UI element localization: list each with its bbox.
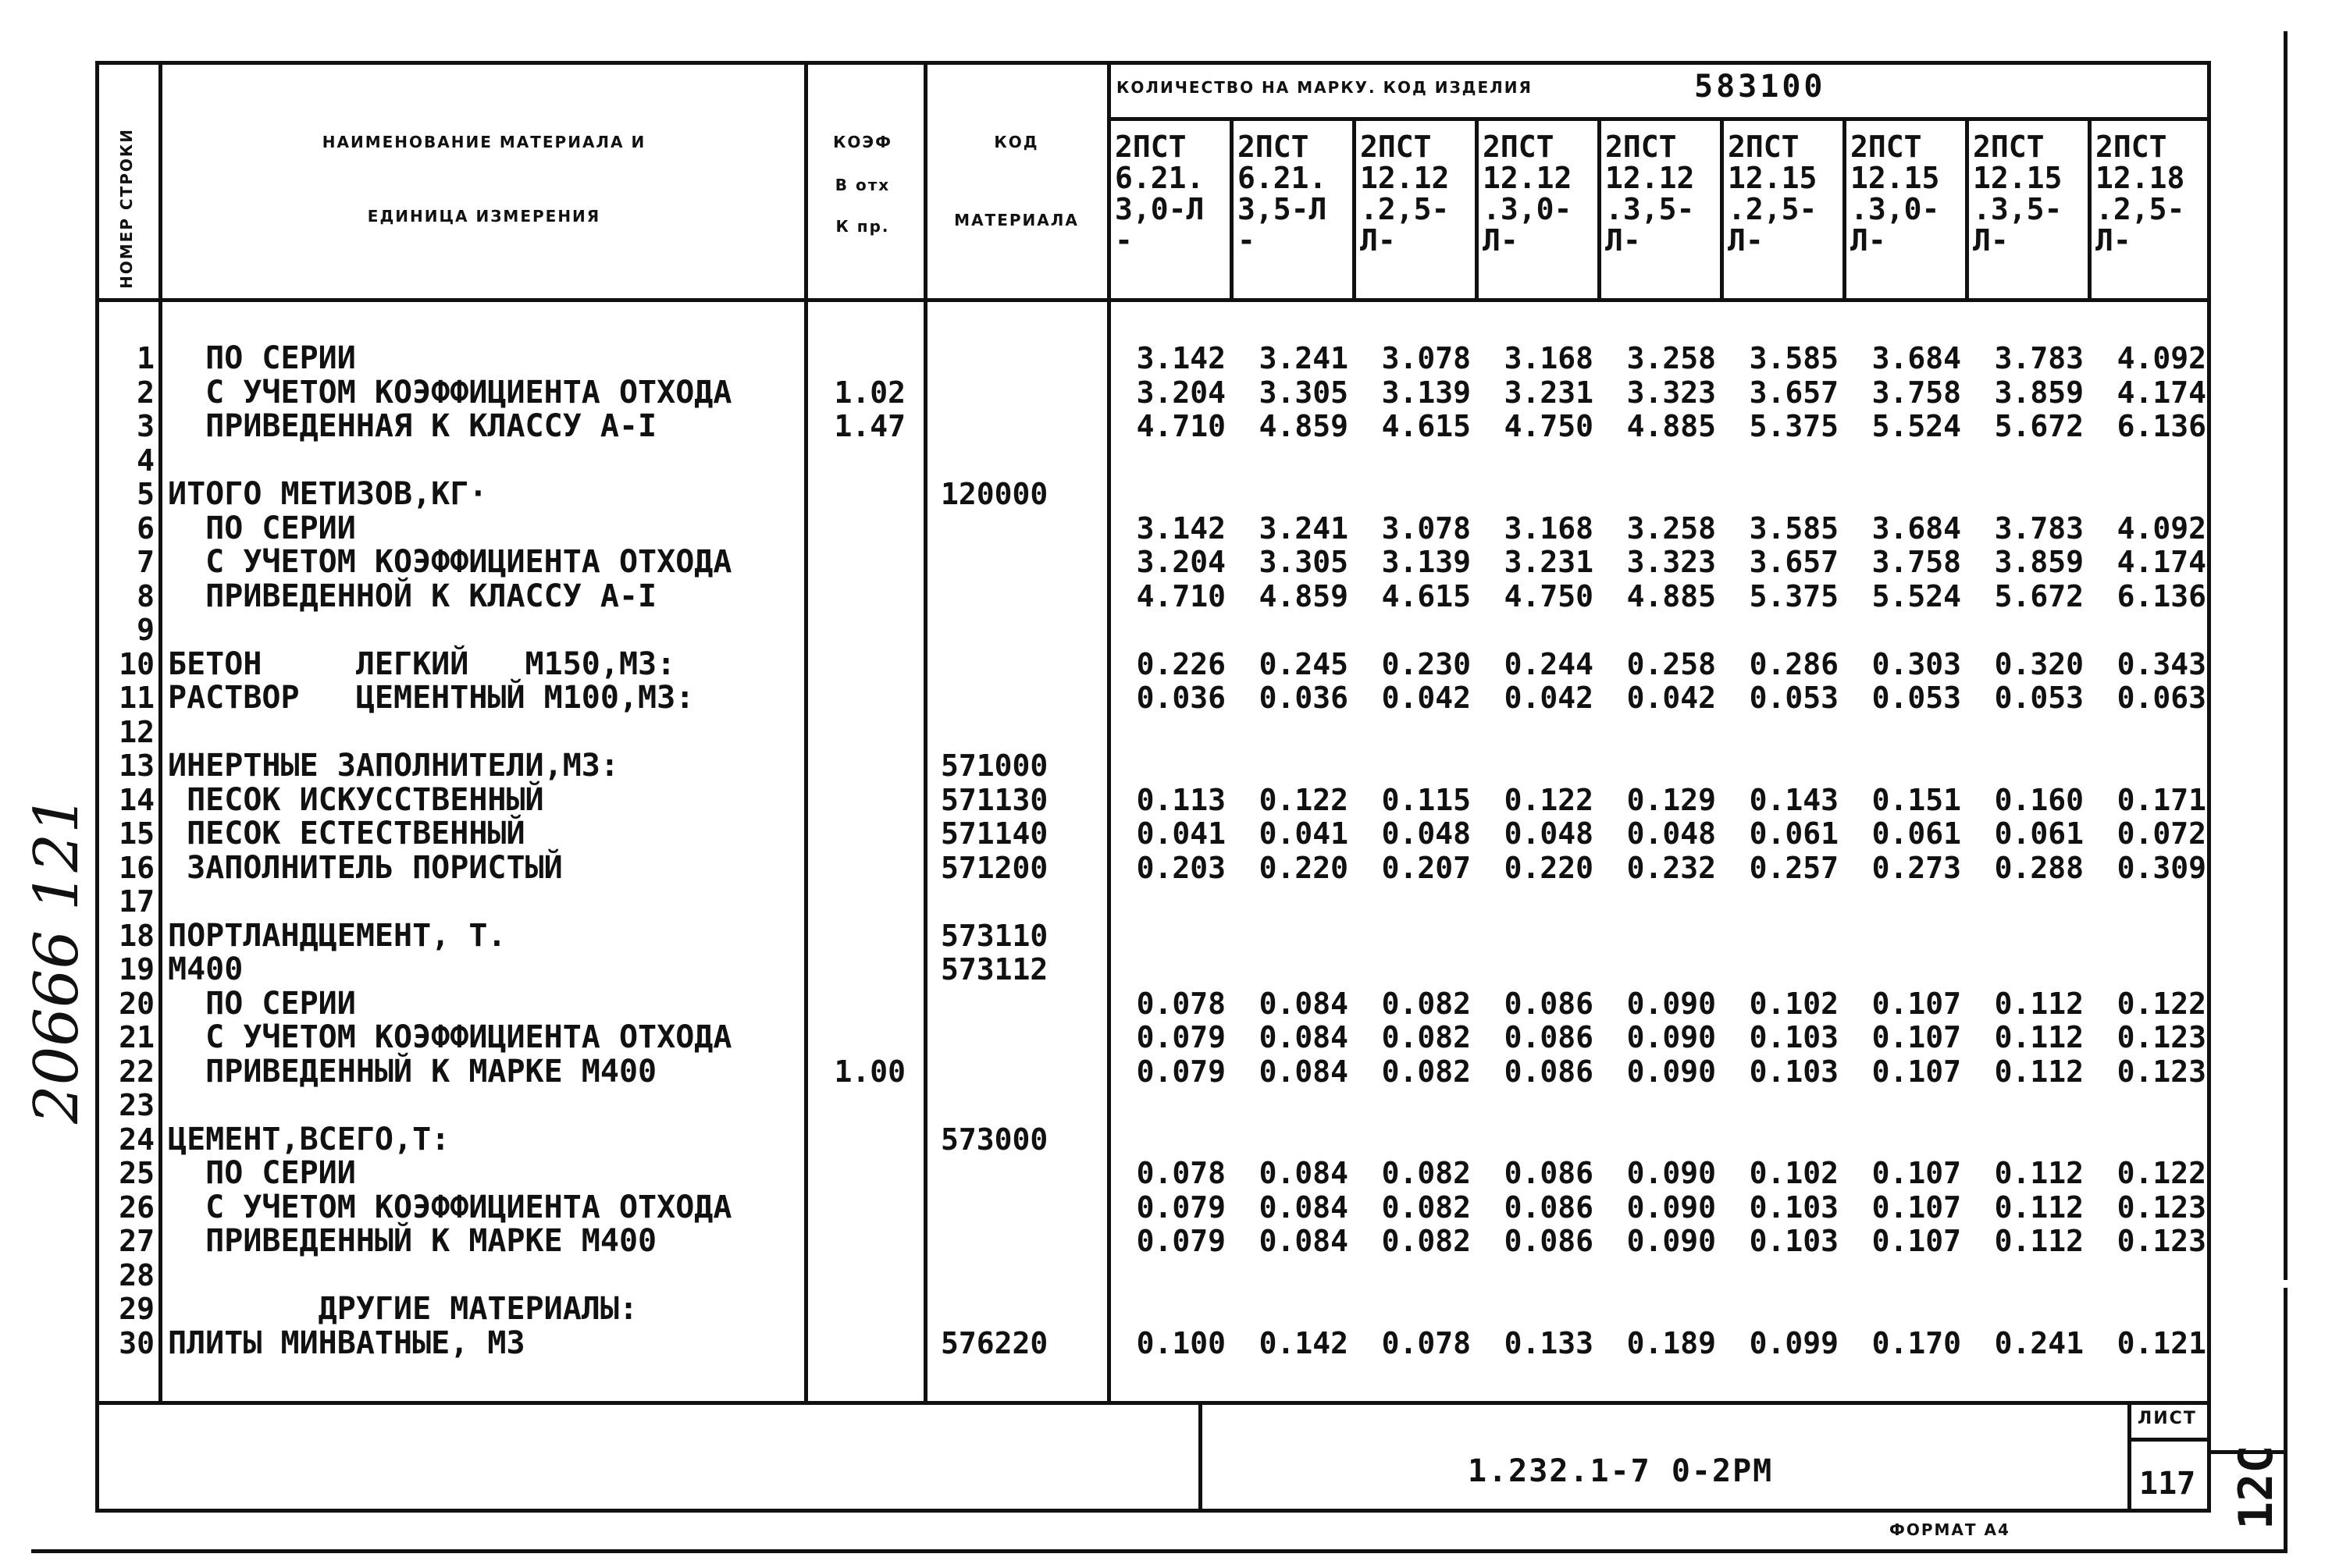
row-number: 28 (119, 1257, 155, 1292)
row-number: 19 (119, 952, 155, 987)
quantity-cell: 0.112 (1994, 986, 2084, 1021)
quantity-cell: 0.230 (1381, 646, 1471, 681)
quantity-cell: 0.203 (1136, 850, 1226, 885)
material-name: ЦЕМЕНТ,ВСЕГО,Т: (168, 1121, 450, 1157)
mark-col-divider (1230, 117, 1234, 298)
quantity-cell: 0.122 (1504, 782, 1593, 817)
row-number: 12 (119, 714, 155, 749)
quantity-cell: 3.783 (1994, 341, 2084, 375)
qty-header-line (1107, 117, 2211, 121)
quantity-cell: 0.079 (1136, 1054, 1226, 1089)
quantity-cell: 0.079 (1136, 1224, 1226, 1258)
material-name: ПЛИТЫ МИНВАТНЫЕ, М3 (168, 1324, 525, 1361)
quantity-cell: 0.084 (1259, 1020, 1348, 1054)
quantity-cell: 0.107 (1871, 1020, 1961, 1054)
quantity-cell: 0.041 (1259, 816, 1348, 851)
material-code: 573112 (941, 952, 1049, 987)
quantity-cell: 3.258 (1626, 341, 1716, 375)
quantity-cell: 0.084 (1259, 1054, 1348, 1089)
quantity-cell: 0.288 (1994, 850, 2084, 885)
mark-header-1: 2ПСТ 6.21. 3,0-Л - (1115, 130, 1205, 258)
quantity-cell: 0.107 (1871, 1224, 1961, 1258)
material-code: 573110 (941, 918, 1049, 953)
mark-col-divider (1475, 117, 1479, 298)
quantity-cell: 0.273 (1871, 850, 1961, 885)
quantity-cell: 3.258 (1626, 510, 1716, 546)
row-number: 6 (137, 510, 155, 546)
material-name: РАСТВОР ЦЕМЕНТНЫЙ М100,М3: (168, 680, 695, 716)
quantity-cell: 3.657 (1749, 375, 1839, 410)
quantity-cell: 4.859 (1259, 409, 1348, 443)
quantity-cell: 0.244 (1504, 646, 1593, 681)
border-right-line (2284, 31, 2287, 1280)
quantity-cell: 0.102 (1749, 1156, 1839, 1190)
material-name: ИНЕРТНЫЕ ЗАПОЛНИТЕЛИ,М3: (168, 748, 619, 784)
quantity-cell: 0.107 (1871, 986, 1961, 1021)
material-name: ПЕСОК ЕСТЕСТВЕННЫЙ (168, 816, 525, 852)
quantity-cell: 3.168 (1504, 510, 1593, 546)
row-number: 15 (119, 816, 155, 851)
quantity-cell: 0.078 (1136, 986, 1226, 1021)
stamp-divider (1198, 1401, 1202, 1513)
quantity-cell: 0.084 (1259, 1189, 1348, 1225)
code-header-line1: КОД (994, 133, 1039, 151)
bottom-baseline (31, 1549, 2287, 1553)
material-code: 573000 (941, 1122, 1049, 1157)
sheet-number: 117 (2139, 1466, 2196, 1502)
quantity-cell: 3.241 (1259, 510, 1348, 546)
quantity-cell: 4.859 (1259, 578, 1348, 613)
quantity-cell: 0.123 (2117, 1189, 2206, 1225)
quantity-cell: 3.684 (1871, 341, 1961, 375)
handwritten-note: 20666 121 (22, 795, 92, 1124)
quantity-cell: 0.082 (1381, 1224, 1471, 1258)
row-number: 27 (119, 1224, 155, 1258)
material-name: ПО СЕРИИ (168, 510, 356, 546)
quantity-cell: 0.112 (1994, 1156, 2084, 1190)
row-number: 29 (119, 1292, 155, 1326)
quantity-cell: 0.103 (1749, 1224, 1839, 1258)
quantity-cell: 0.115 (1381, 782, 1471, 817)
quantity-cell: 0.086 (1504, 1156, 1593, 1190)
row-number: 3 (137, 409, 155, 443)
quantity-cell: 4.615 (1381, 578, 1471, 613)
quantity-cell: 0.151 (1871, 782, 1961, 817)
row-number: 4 (137, 443, 155, 478)
quantity-cell: 4.615 (1381, 409, 1471, 443)
material-name: ПЕСОК ИСКУССТВЕННЫЙ (168, 781, 544, 818)
quantity-cell: 0.048 (1504, 816, 1593, 851)
row-number: 11 (119, 681, 155, 715)
quantity-cell: 0.241 (1994, 1325, 2084, 1360)
material-code: 571000 (941, 748, 1049, 783)
quantity-cell: 0.143 (1749, 782, 1839, 817)
coefficient: 1.02 (834, 375, 906, 410)
quantity-cell: 3.758 (1871, 545, 1961, 579)
row-number: 23 (119, 1088, 155, 1122)
quantity-cell: 3.168 (1504, 341, 1593, 375)
material-name: ПРИВЕДЕННАЯ К КЛАССУ А-I (168, 408, 657, 444)
quantity-cell: 3.585 (1749, 341, 1839, 375)
quantity-cell: 0.102 (1749, 986, 1839, 1021)
quantity-cell: 0.090 (1626, 1156, 1716, 1190)
quantity-cell: 5.524 (1871, 578, 1961, 613)
mark-col-divider (1720, 117, 1724, 298)
row-number: 5 (137, 477, 155, 511)
material-name: БЕТОН ЛЕГКИЙ М150,М3: (168, 645, 676, 682)
col-divider (924, 61, 927, 1403)
quantity-cell: 0.042 (1381, 681, 1471, 715)
quantity-cell: 0.107 (1871, 1156, 1961, 1190)
product-code: 583100 (1694, 69, 1826, 105)
material-name: ПРИВЕДЕННЫЙ К МАРКЕ М400 (168, 1223, 657, 1259)
mark-header-9: 2ПСТ 12.18 .2,5- Л- (2095, 130, 2185, 258)
quantity-cell: 0.303 (1871, 646, 1961, 681)
quantity-cell: 0.100 (1136, 1325, 1226, 1360)
coef-header-line3: К пр. (835, 217, 890, 236)
quantity-cell: 0.343 (2117, 646, 2206, 681)
quantity-cell: 0.107 (1871, 1189, 1961, 1225)
quantity-cell: 0.258 (1626, 646, 1716, 681)
quantity-cell: 0.112 (1994, 1224, 2084, 1258)
quantity-cell: 3.657 (1749, 545, 1839, 579)
quantity-cell: 0.123 (2117, 1224, 2206, 1258)
qty-header: КОЛИЧЕСТВО НА МАРКУ. КОД ИЗДЕЛИЯ (1116, 78, 1533, 97)
mark-header-5: 2ПСТ 12.12 .3,5- Л- (1605, 130, 1695, 258)
row-number-header: НОМЕР СТРОКИ (117, 128, 136, 289)
quantity-cell: 0.082 (1381, 986, 1471, 1021)
mark-col-divider (2088, 117, 2092, 298)
sheet-label: ЛИСТ (2138, 1409, 2197, 1428)
col-divider (804, 61, 808, 1403)
material-name: ДРУГИЕ МАТЕРИАЛЫ: (168, 1291, 639, 1327)
quantity-cell: 0.082 (1381, 1020, 1471, 1054)
quantity-cell: 3.078 (1381, 341, 1471, 375)
material-code: 576220 (941, 1325, 1049, 1360)
quantity-cell: 0.061 (1871, 816, 1961, 851)
quantity-cell: 0.113 (1136, 782, 1226, 817)
quantity-cell: 3.323 (1626, 545, 1716, 579)
quantity-cell: 0.103 (1749, 1054, 1839, 1089)
quantity-cell: 3.139 (1381, 545, 1471, 579)
quantity-cell: 0.079 (1136, 1020, 1226, 1054)
material-code: 571140 (941, 816, 1049, 851)
quantity-cell: 0.090 (1626, 1020, 1716, 1054)
row-number: 2 (137, 375, 155, 410)
quantity-cell: 0.207 (1381, 850, 1471, 885)
material-name: ПО СЕРИИ (168, 985, 356, 1022)
quantity-cell: 3.859 (1994, 545, 2084, 579)
quantity-cell: 4.710 (1136, 409, 1226, 443)
name-header-line2: ЕДИНИЦА ИЗМЕРЕНИЯ (367, 207, 601, 226)
quantity-cell: 0.123 (2117, 1020, 2206, 1054)
material-name: ПРИВЕДЕННОЙ К КЛАССУ А-I (168, 578, 657, 614)
row-number: 17 (119, 884, 155, 919)
quantity-cell: 0.036 (1136, 681, 1226, 715)
row-number: 30 (119, 1325, 155, 1360)
quantity-cell: 0.133 (1504, 1325, 1593, 1360)
row-number: 16 (119, 850, 155, 885)
code-header-line2: МАТЕРИАЛА (954, 211, 1079, 229)
quantity-cell: 3.241 (1259, 341, 1348, 375)
material-code: 571200 (941, 850, 1049, 885)
quantity-cell: 4.174 (2117, 375, 2206, 410)
coefficient: 1.00 (834, 1054, 906, 1089)
material-name: ПРИВЕДЕННЫЙ К МАРКЕ М400 (168, 1053, 657, 1090)
quantity-cell: 0.090 (1626, 1224, 1716, 1258)
quantity-cell: 0.220 (1259, 850, 1348, 885)
mark-col-divider (1842, 117, 1846, 298)
quantity-cell: 3.305 (1259, 375, 1348, 410)
quantity-cell: 3.231 (1504, 545, 1593, 579)
row-number: 26 (119, 1189, 155, 1225)
quantity-cell: 0.160 (1994, 782, 2084, 817)
quantity-cell: 5.375 (1749, 578, 1839, 613)
row-number: 13 (119, 748, 155, 783)
quantity-cell: 0.086 (1504, 1189, 1593, 1225)
border-right-line-lower (2284, 1288, 2287, 1553)
quantity-cell: 4.174 (2117, 545, 2206, 579)
quantity-cell: 3.859 (1994, 375, 2084, 410)
quantity-cell: 0.084 (1259, 1156, 1348, 1190)
quantity-cell: 0.042 (1504, 681, 1593, 715)
material-name: С УЧЕТОМ КОЭФФИЦИЕНТА ОТХОДА (168, 544, 732, 580)
quantity-cell: 0.309 (2117, 850, 2206, 885)
corner-number: 12С (2229, 1445, 2284, 1530)
quantity-cell: 0.112 (1994, 1189, 2084, 1225)
material-name: С УЧЕТОМ КОЭФФИЦИЕНТА ОТХОДА (168, 1019, 732, 1055)
quantity-cell: 0.063 (2117, 681, 2206, 715)
mark-header-3: 2ПСТ 12.12 .2,5- Л- (1360, 130, 1450, 258)
quantity-cell: 0.123 (2117, 1054, 2206, 1089)
quantity-cell: 0.122 (2117, 986, 2206, 1021)
quantity-cell: 3.142 (1136, 510, 1226, 546)
quantity-cell: 0.107 (1871, 1054, 1961, 1089)
mark-col-divider (1597, 117, 1601, 298)
quantity-cell: 4.092 (2117, 510, 2206, 546)
quantity-cell: 0.129 (1626, 782, 1716, 817)
stamp-top-line (95, 1401, 2211, 1405)
row-number: 9 (137, 613, 155, 647)
quantity-cell: 0.286 (1749, 646, 1839, 681)
quantity-cell: 0.053 (1749, 681, 1839, 715)
quantity-cell: 0.245 (1259, 646, 1348, 681)
row-number: 8 (137, 578, 155, 613)
mark-col-divider (1352, 117, 1356, 298)
quantity-cell: 0.142 (1259, 1325, 1348, 1360)
quantity-cell: 0.086 (1504, 1020, 1593, 1054)
row-number: 20 (119, 986, 155, 1021)
quantity-cell: 0.090 (1626, 1054, 1716, 1089)
quantity-cell: 0.226 (1136, 646, 1226, 681)
quantity-cell: 3.078 (1381, 510, 1471, 546)
quantity-cell: 3.758 (1871, 375, 1961, 410)
material-name: М400 (168, 951, 244, 987)
quantity-cell: 3.139 (1381, 375, 1471, 410)
quantity-cell: 4.710 (1136, 578, 1226, 613)
quantity-cell: 6.136 (2117, 578, 2206, 613)
quantity-cell: 0.122 (2117, 1156, 2206, 1190)
quantity-cell: 0.041 (1136, 816, 1226, 851)
quantity-cell: 0.121 (2117, 1325, 2206, 1360)
col-divider (158, 61, 162, 1403)
quantity-cell: 3.585 (1749, 510, 1839, 546)
document-code: 1.232.1-7 0-2РМ (1468, 1453, 1774, 1489)
quantity-cell: 0.171 (2117, 782, 2206, 817)
coefficient: 1.47 (834, 409, 906, 443)
quantity-cell: 5.672 (1994, 578, 2084, 613)
quantity-cell: 0.086 (1504, 1054, 1593, 1089)
quantity-cell: 0.082 (1381, 1189, 1471, 1225)
row-number: 25 (119, 1156, 155, 1190)
row-number: 18 (119, 918, 155, 953)
sheet-box-line (2127, 1438, 2211, 1442)
quantity-cell: 0.061 (1749, 816, 1839, 851)
quantity-cell: 0.082 (1381, 1156, 1471, 1190)
mark-header-2: 2ПСТ 6.21. 3,5-Л - (1237, 130, 1327, 258)
quantity-cell: 0.103 (1749, 1189, 1839, 1225)
quantity-cell: 0.257 (1749, 850, 1839, 885)
mark-header-6: 2ПСТ 12.15 .2,5- Л- (1728, 130, 1818, 258)
quantity-cell: 0.082 (1381, 1054, 1471, 1089)
quantity-cell: 0.086 (1504, 986, 1593, 1021)
quantity-cell: 5.524 (1871, 409, 1961, 443)
quantity-cell: 0.048 (1626, 816, 1716, 851)
name-header-line1: НАИМЕНОВАНИЕ МАТЕРИАЛА И (322, 133, 646, 151)
row-number: 10 (119, 646, 155, 681)
quantity-cell: 0.078 (1381, 1325, 1471, 1360)
material-name: ЗАПОЛНИТЕЛЬ ПОРИСТЫЙ (168, 849, 563, 886)
quantity-cell: 0.320 (1994, 646, 2084, 681)
row-number: 1 (137, 341, 155, 375)
material-name: С УЧЕТОМ КОЭФФИЦИЕНТА ОТХОДА (168, 374, 732, 411)
quantity-cell: 5.672 (1994, 409, 2084, 443)
quantity-cell: 0.090 (1626, 986, 1716, 1021)
quantity-cell: 3.305 (1259, 545, 1348, 579)
quantity-cell: 4.885 (1626, 409, 1716, 443)
quantity-cell: 0.084 (1259, 1224, 1348, 1258)
quantity-cell: 0.048 (1381, 816, 1471, 851)
material-name: С УЧЕТОМ КОЭФФИЦИЕНТА ОТХОДА (168, 1189, 732, 1225)
quantity-cell: 3.204 (1136, 375, 1226, 410)
quantity-cell: 0.122 (1259, 782, 1348, 817)
row-number: 21 (119, 1020, 155, 1054)
quantity-cell: 4.750 (1504, 409, 1593, 443)
mark-col-divider (1965, 117, 1969, 298)
quantity-cell: 0.232 (1626, 850, 1716, 885)
quantity-cell: 5.375 (1749, 409, 1839, 443)
mark-header-8: 2ПСТ 12.15 .3,5- Л- (1973, 130, 2063, 258)
quantity-cell: 0.042 (1626, 681, 1716, 715)
quantity-cell: 0.036 (1259, 681, 1348, 715)
row-number: 24 (119, 1122, 155, 1157)
quantity-cell: 0.053 (1994, 681, 2084, 715)
row-number: 14 (119, 782, 155, 817)
quantity-cell: 3.204 (1136, 545, 1226, 579)
mark-header-4: 2ПСТ 12.12 .3,0- Л- (1483, 130, 1572, 258)
quantity-cell: 0.103 (1749, 1020, 1839, 1054)
material-code: 571130 (941, 782, 1049, 817)
quantity-cell: 0.086 (1504, 1224, 1593, 1258)
sheet-box-divider (2127, 1401, 2131, 1513)
quantity-cell: 0.053 (1871, 681, 1961, 715)
quantity-cell: 0.112 (1994, 1020, 2084, 1054)
coef-header-line1: КОЭФ (833, 133, 892, 151)
quantity-cell: 3.684 (1871, 510, 1961, 546)
row-number: 22 (119, 1054, 155, 1089)
quantity-cell: 0.084 (1259, 986, 1348, 1021)
material-name: ПО СЕРИИ (168, 1155, 356, 1191)
quantity-cell: 0.078 (1136, 1156, 1226, 1190)
format-label: ФОРМАТ А4 (1889, 1520, 2010, 1539)
quantity-cell: 3.783 (1994, 510, 2084, 546)
quantity-cell: 0.061 (1994, 816, 2084, 851)
mark-header-7: 2ПСТ 12.15 .3,0- Л- (1850, 130, 1940, 258)
quantity-cell: 0.090 (1626, 1189, 1716, 1225)
material-name: ИТОГО МЕТИЗОВ,КГ· (168, 476, 488, 512)
quantity-cell: 4.092 (2117, 341, 2206, 375)
quantity-cell: 0.170 (1871, 1325, 1961, 1360)
quantity-cell: 0.099 (1749, 1325, 1839, 1360)
quantity-cell: 0.220 (1504, 850, 1593, 885)
material-name: ПОРТЛАНДЦЕМЕНТ, Т. (168, 917, 507, 954)
quantity-cell: 0.189 (1626, 1325, 1716, 1360)
material-name: ПО СЕРИИ (168, 340, 356, 376)
quantity-cell: 4.885 (1626, 578, 1716, 613)
coef-header-line2: В отх (835, 176, 891, 194)
quantity-cell: 0.072 (2117, 816, 2206, 851)
material-code: 120000 (941, 477, 1049, 511)
quantity-cell: 3.231 (1504, 375, 1593, 410)
quantity-cell: 4.750 (1504, 578, 1593, 613)
quantity-cell: 3.142 (1136, 341, 1226, 375)
quantity-cell: 0.112 (1994, 1054, 2084, 1089)
header-bottom-line (95, 298, 2211, 302)
quantity-cell: 6.136 (2117, 409, 2206, 443)
quantity-cell: 3.323 (1626, 375, 1716, 410)
row-number: 7 (137, 545, 155, 579)
quantity-cell: 0.079 (1136, 1189, 1226, 1225)
